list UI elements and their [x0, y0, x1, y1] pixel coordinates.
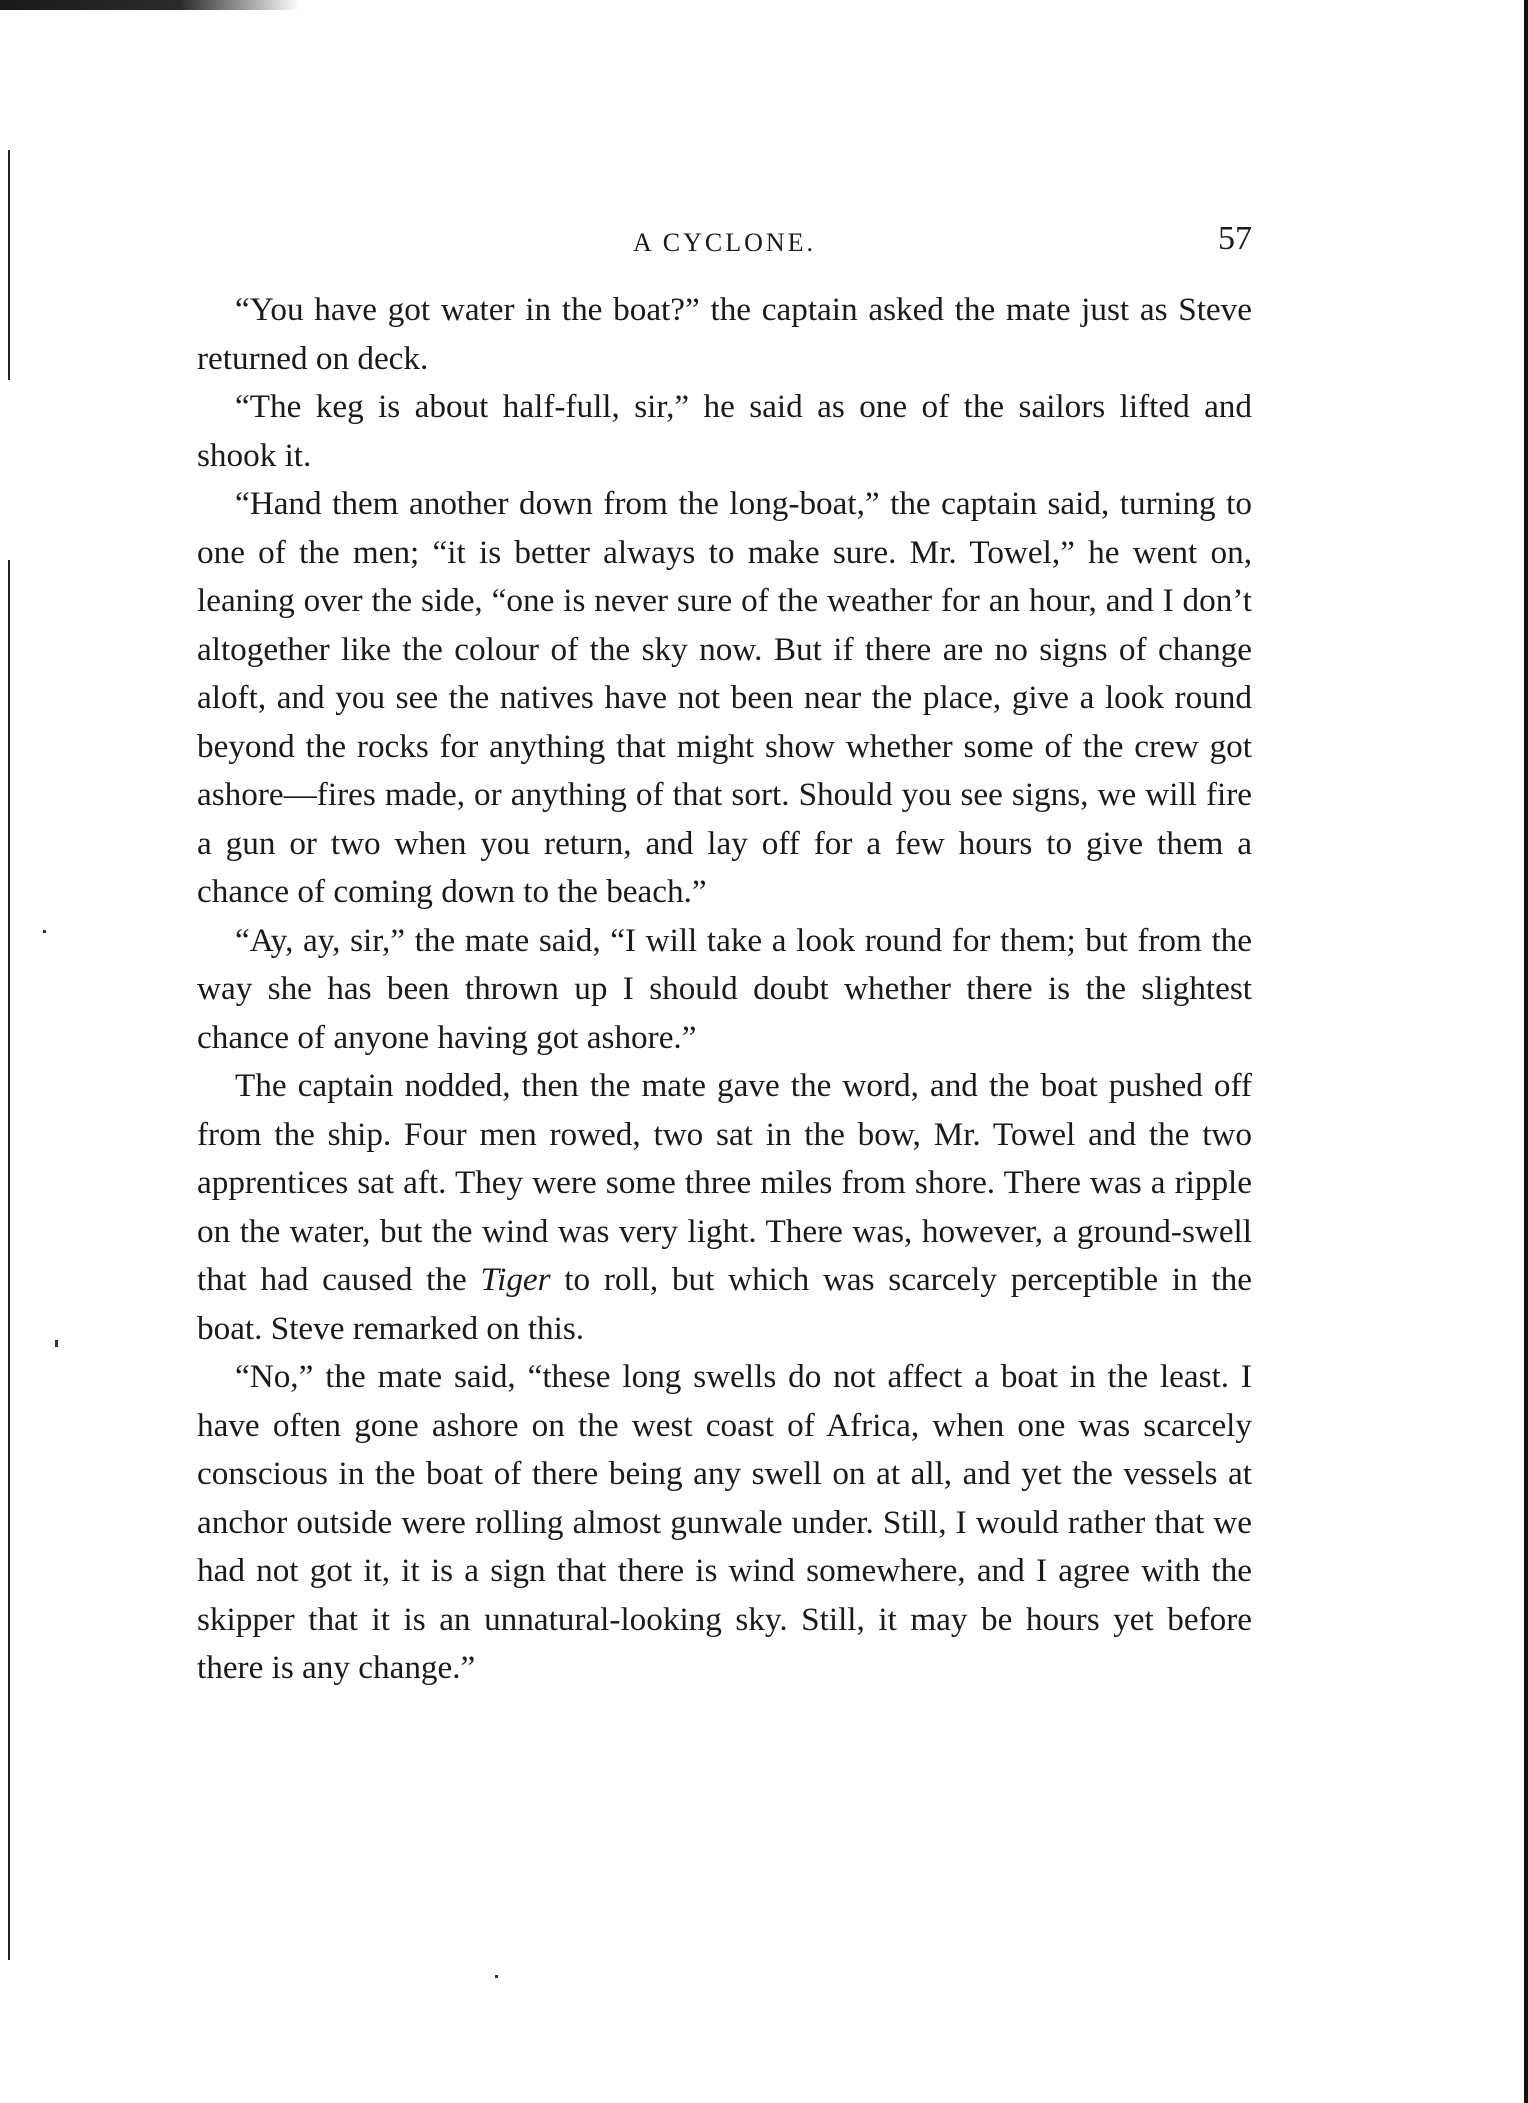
paragraph-text: to roll, but which was scarcely perceptible in the boat. Steve remarked on this.	[197, 1261, 1252, 1347]
scan-right-edge-mark	[1524, 0, 1528, 2103]
scan-speck	[43, 930, 46, 933]
paragraph: “Hand them another down from the long-boat,” the captain said, turning to one of the men; “it is better always to make sure. Mr. Towel,” he went on, leaning over the side, “one is never sure of the weather for an hour, and I don’t altogether like the colour of the sky now. But if there are no signs of change aloft, and you see the natives have not been near the place, give a look round beyond the rocks for anything that might show whether some of the crew got ashore—fires made, or anything of that sort. Should you see signs, we will fire a gun or two when you return, and lay off for a few hours to give them a chance of coming down to the beach.”	[197, 485, 1252, 910]
ship-name: Tiger	[480, 1261, 551, 1298]
paragraph: “Ay, ay, sir,” the mate said, “I will take a look round for them; but from the way she has been thrown up I should doubt whether there is the slightest chance of anyone having got ashore.”	[197, 921, 1252, 1056]
book-page	[197, 220, 1252, 1693]
running-head	[197, 220, 1252, 270]
paragraph-text: The captain nodded, then the mate gave the word, and the boat pushed off from the ship. Four men rowed, two sat in the bow, Mr. Towel and the two apprentices sat aft. They were some three miles from shore. There was a ripple on the water, but the wind was very light. There was, however, a ground-swell that had caused the	[197, 1067, 1252, 1298]
scan-top-edge-shadow	[0, 0, 300, 10]
scan-left-edge-mark	[8, 560, 10, 960]
scan-speck	[495, 1975, 498, 1978]
scan-left-edge-mark	[8, 960, 10, 1960]
body-text	[197, 286, 1252, 1693]
paragraph: “No,” the mate said, “these long swells do not affect a boat in the least. I have often gone ashore on the west coast of Africa, when one was scarcely conscious in the boat of there being any swell on at all, and yet the vessels at anchor outside were rolling almost gunwale under. Still, I would rather that we had not got it, it is a sign that there is wind somewhere, and I agree with the skipper that it is an unnatural-looking sky. Still, it may be hours yet before there is any change.”	[197, 1358, 1252, 1686]
paragraph: “You have got water in the boat?” the captain asked the mate just as Steve returned on deck.	[197, 291, 1252, 377]
paragraph-with-ship-name	[197, 1062, 1252, 1353]
scan-speck	[55, 1340, 58, 1347]
scan-left-edge-mark	[8, 150, 10, 380]
page-number: 57	[1218, 220, 1252, 257]
paragraph: “The keg is about half-full, sir,” he said as one of the sailors lifted and shook it.	[197, 388, 1252, 474]
running-title: A CYCLONE.	[632, 228, 817, 257]
